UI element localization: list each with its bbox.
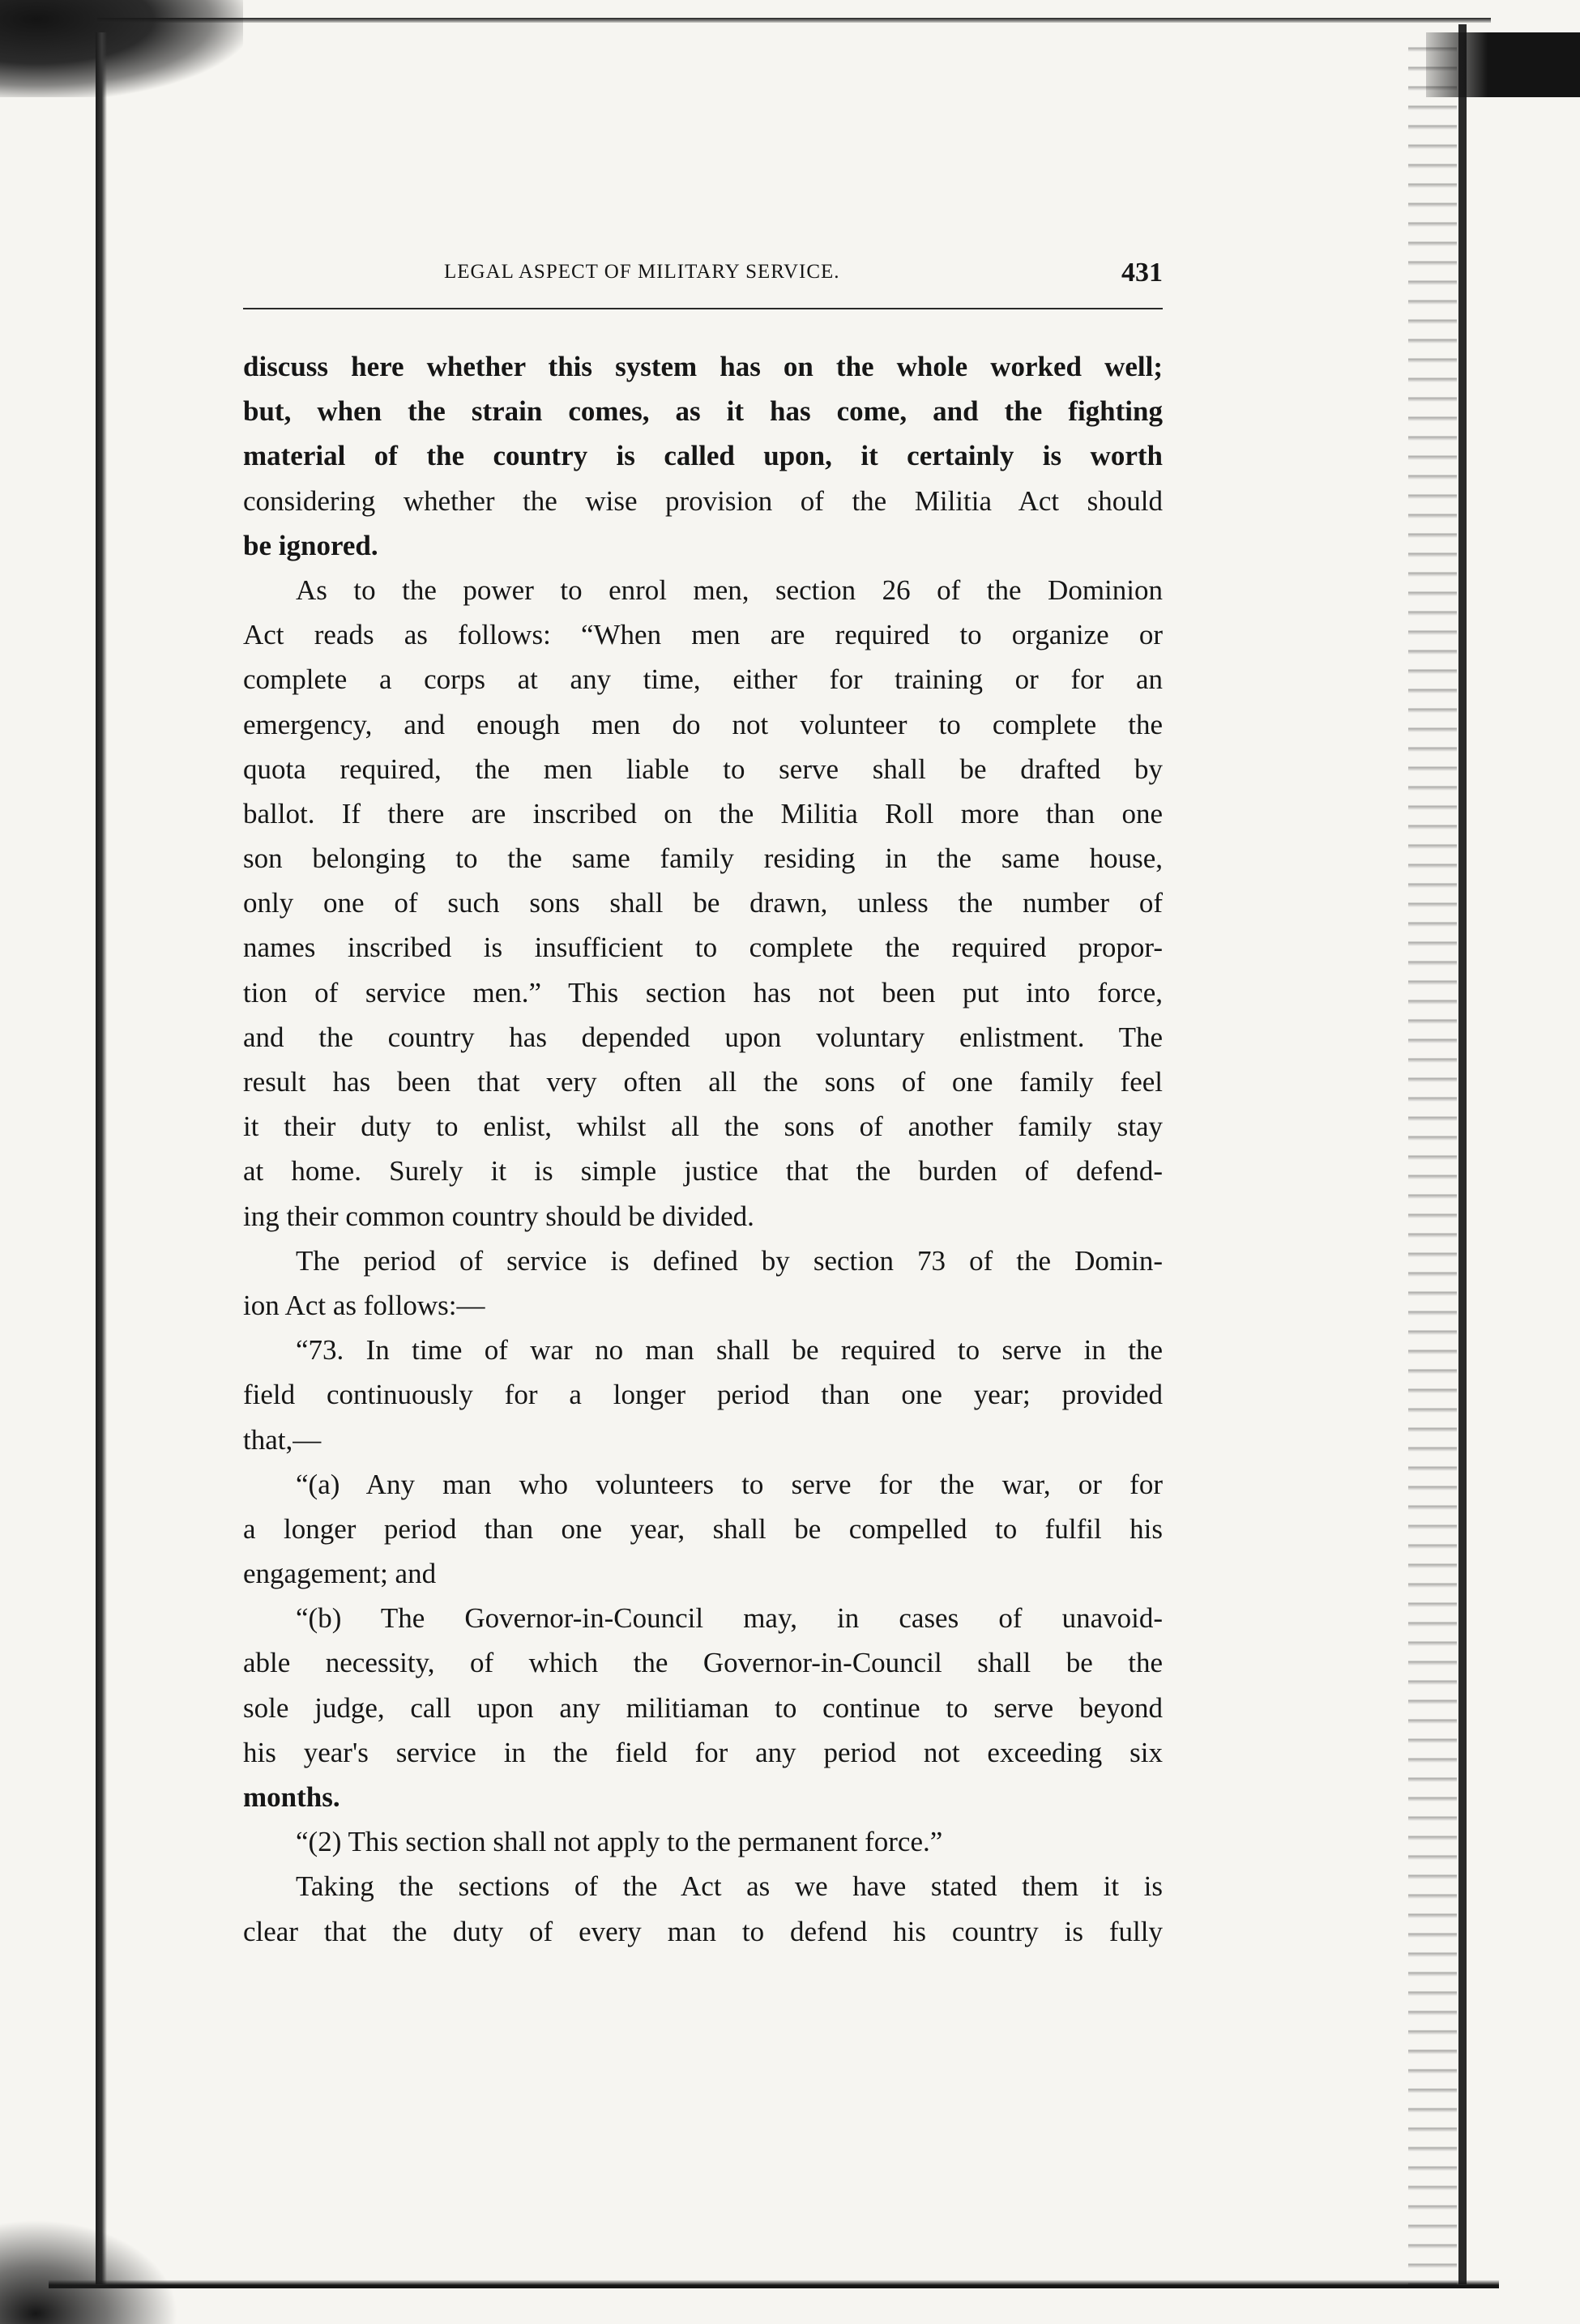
text-line: names inscribed is insufficient to complete the required propor- xyxy=(243,932,1163,964)
text-line: complete a corps at any time, either for training or for an xyxy=(243,663,1163,696)
text-line: that,— xyxy=(243,1423,322,1456)
text-line: ion Act as follows:— xyxy=(243,1289,485,1321)
text-line: Act reads as follows: “When men are required to organize or xyxy=(243,619,1163,651)
text-line: engagement; and xyxy=(243,1558,437,1590)
text-line: field continuously for a longer period than one year; provided xyxy=(243,1379,1163,1411)
running-title: LEGAL ASPECT OF MILITARY SERVICE. xyxy=(444,261,840,283)
text-line: discuss here whether this system has on the whole worked well; xyxy=(243,351,1163,382)
text-line: Taking the sections of the Act as we have stated them it is xyxy=(296,1870,1163,1903)
text-line: be ignored. xyxy=(243,529,378,561)
text-line: quota required, the men liable to serve shall be drafted by xyxy=(243,753,1163,785)
text-line: only one of such sons shall be drawn, unless the number of xyxy=(243,887,1163,919)
scan-edge-left xyxy=(96,32,107,2284)
text-line: result has been that very often all the sons of one family feel xyxy=(243,1066,1163,1098)
scan-shadow-bottom-left xyxy=(0,2220,178,2324)
text-line: ing their common country should be divided. xyxy=(243,1200,754,1232)
text-line: months. xyxy=(243,1781,340,1813)
text-line: son belonging to the same family residing in the same house, xyxy=(243,842,1163,875)
scan-shadow-top-right xyxy=(1426,32,1580,97)
text-line: The period of service is defined by section 73 of the Domin- xyxy=(296,1244,1163,1277)
scan-edge-top xyxy=(97,18,1491,23)
text-line: but, when the strain comes, as it has come, and the fighting xyxy=(243,395,1163,428)
text-line: ballot. If there are inscribed on the Militia Roll more than one xyxy=(243,797,1163,829)
text-line: and the country has depended upon voluntary enlistment. The xyxy=(243,1021,1163,1053)
text-line: it their duty to enlist, whilst all the sons of another family stay xyxy=(243,1111,1163,1143)
body-text xyxy=(243,344,1163,1954)
text-line: able necessity, of which the Governor-in-Council shall be the xyxy=(243,1647,1163,1679)
text-line: emergency, and enough men do not volunteer to complete the xyxy=(243,708,1163,740)
text-line: a longer period than one year, shall be compelled to fulfil his xyxy=(243,1512,1163,1545)
scan-edge-right xyxy=(1458,24,1467,2284)
page-number: 431 xyxy=(1121,258,1163,288)
text-line: his year's service in the field for any period not exceeding six xyxy=(243,1736,1163,1768)
text-line: “(b) The Governor-in-Council may, in cases of unavoid- xyxy=(296,1602,1163,1635)
running-head xyxy=(243,258,1163,290)
header-rule xyxy=(243,308,1163,309)
text-line: As to the power to enrol men, section 26 of the Dominion xyxy=(296,574,1163,606)
scan-edge-right-speckle xyxy=(1408,32,1457,2292)
text-line: at home. Surely it is simple justice that the burden of defend- xyxy=(243,1155,1163,1188)
text-line: sole judge, call upon any militiaman to continue to serve beyond xyxy=(243,1691,1163,1724)
text-line: “(2) This section shall not apply to the permanent force.” xyxy=(296,1826,943,1858)
scan-shadow-top-left xyxy=(0,0,243,97)
text-line: “(a) Any man who volunteers to serve for the war, or for xyxy=(296,1468,1163,1500)
text-line: material of the country is called upon, it certainly is worth xyxy=(243,440,1163,472)
text-line: tion of service men.” This section has not been put into force, xyxy=(243,976,1163,1008)
text-line: considering whether the wise provision of the Militia Act should xyxy=(243,484,1163,517)
text-line: “73. In time of war no man shall be required to serve in the xyxy=(296,1334,1163,1367)
text-line: clear that the duty of every man to defend his country is fully xyxy=(243,1915,1163,1947)
scan-edge-bottom xyxy=(49,2280,1499,2288)
